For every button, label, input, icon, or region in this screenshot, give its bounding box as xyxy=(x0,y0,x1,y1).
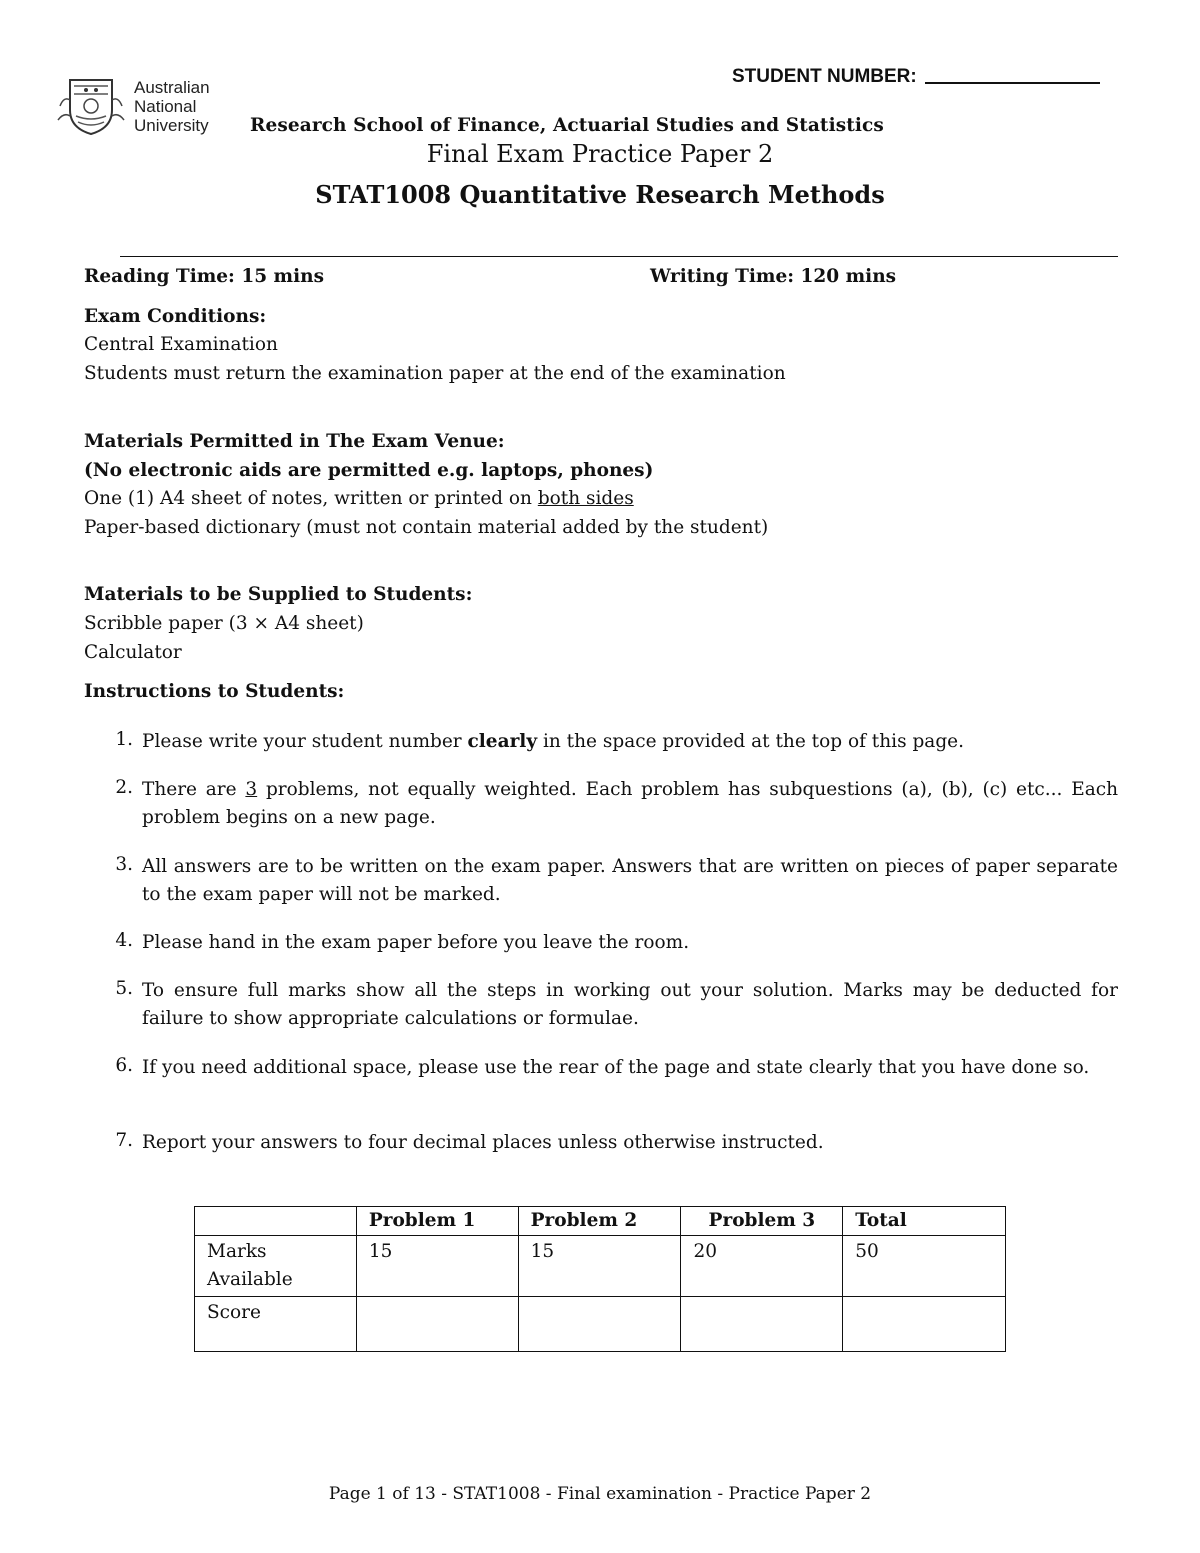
table-cell: Marks Available xyxy=(195,1236,357,1297)
student-number-label: STUDENT NUMBER: xyxy=(732,66,917,87)
permitted-heading: Materials Permitted in The Exam Venue: xyxy=(84,431,505,452)
writing-time: Writing Time: 120 mins xyxy=(650,266,897,287)
table-cell xyxy=(843,1297,1006,1352)
university-logo xyxy=(56,74,226,136)
reading-time: Reading Time: 15 mins xyxy=(84,266,324,287)
table-cell: 15 xyxy=(518,1236,681,1297)
table-cell: 20 xyxy=(681,1236,843,1297)
table-header: Problem 1 xyxy=(356,1207,518,1236)
supplied-line: Calculator xyxy=(84,642,182,663)
instruction-text: Please write your student number xyxy=(142,731,468,752)
table-cell xyxy=(518,1297,681,1352)
supplied-line: Scribble paper (3 × A4 sheet) xyxy=(84,613,364,634)
instruction-number: 3. xyxy=(115,854,133,875)
instruction-number: 5. xyxy=(115,978,133,999)
permitted-line: Paper-based dictionary (must not contain material added by the student) xyxy=(84,517,769,538)
table-cell: 50 xyxy=(843,1236,1006,1297)
supplied-heading: Materials to be Supplied to Students: xyxy=(84,584,473,605)
instructions-heading: Instructions to Students: xyxy=(84,681,345,702)
instruction-number: 2. xyxy=(115,777,133,798)
instruction-item: Report your answers to four decimal places unless otherwise instructed. xyxy=(142,1132,824,1153)
instruction-number: 6. xyxy=(115,1055,133,1076)
instruction-item: All answers are to be written on the exam paper. Answers that are written on pieces of paper separate to the exam paper will not be marked. xyxy=(142,856,1118,905)
table-cell: Score xyxy=(195,1297,357,1352)
table-cell: 15 xyxy=(356,1236,518,1297)
student-number-field xyxy=(732,66,1100,88)
school-name: Research School of Finance, Actuarial Studies and Statistics xyxy=(250,115,884,136)
student-number-blank xyxy=(925,82,1100,84)
permitted-line-text: One (1) A4 sheet of notes, written or printed on xyxy=(84,488,538,509)
instruction-number: 4. xyxy=(115,930,133,951)
instruction-item: Please hand in the exam paper before you leave the room. xyxy=(142,932,690,953)
table-header-row xyxy=(195,1207,1006,1236)
instruction-text: in the space provided at the top of this page. xyxy=(537,731,964,752)
conditions-line: Students must return the examination paper at the end of the examination xyxy=(84,363,786,384)
marks-table xyxy=(194,1206,1006,1352)
instruction-item: To ensure full marks show all the steps in working out your solution. Marks may be deducted for failure to show appropriate calculations or formulae. xyxy=(142,980,1118,1029)
table-header: Problem 3 xyxy=(681,1207,843,1236)
instruction-bold: clearly xyxy=(467,731,538,752)
permitted-subheading: (No electronic aids are permitted e.g. laptops, phones) xyxy=(84,460,654,481)
table-header: Problem 2 xyxy=(518,1207,681,1236)
instruction-item xyxy=(142,728,1118,756)
instruction-number: 7. xyxy=(115,1130,133,1151)
instruction-text: There are xyxy=(142,779,246,800)
table-row xyxy=(195,1297,1006,1352)
table-cell xyxy=(356,1297,518,1352)
instruction-text: problems, not equally weighted. Each problem has subquestions (a), (b), (c) etc... Each problem begins on a new page. xyxy=(142,779,1119,828)
instruction-item: If you need additional space, please use the rear of the page and state clearly that you have done so. xyxy=(142,1057,1090,1078)
logo-line-2: National xyxy=(134,97,197,116)
crest-icon xyxy=(56,76,126,136)
logo-line-3: University xyxy=(134,116,209,135)
table-cell xyxy=(681,1297,843,1352)
conditions-line: Central Examination xyxy=(84,334,278,355)
permitted-underlined: both sides xyxy=(537,488,634,509)
instruction-item xyxy=(142,776,1118,832)
table-header xyxy=(195,1207,357,1236)
course-title: STAT1008 Quantitative Research Methods xyxy=(315,180,885,209)
page-footer: Page 1 of 13 - STAT1008 - Final examination - Practice Paper 2 xyxy=(328,1484,872,1504)
permitted-line xyxy=(84,488,634,509)
table-row xyxy=(195,1236,1006,1297)
table-header: Total xyxy=(843,1207,1006,1236)
instruction-underlined: 3 xyxy=(245,779,258,800)
logo-line-1: Australian xyxy=(134,78,210,97)
header-divider xyxy=(120,256,1118,257)
instruction-number: 1. xyxy=(115,729,133,750)
exam-title: Final Exam Practice Paper 2 xyxy=(426,140,774,168)
conditions-heading: Exam Conditions: xyxy=(84,306,267,327)
